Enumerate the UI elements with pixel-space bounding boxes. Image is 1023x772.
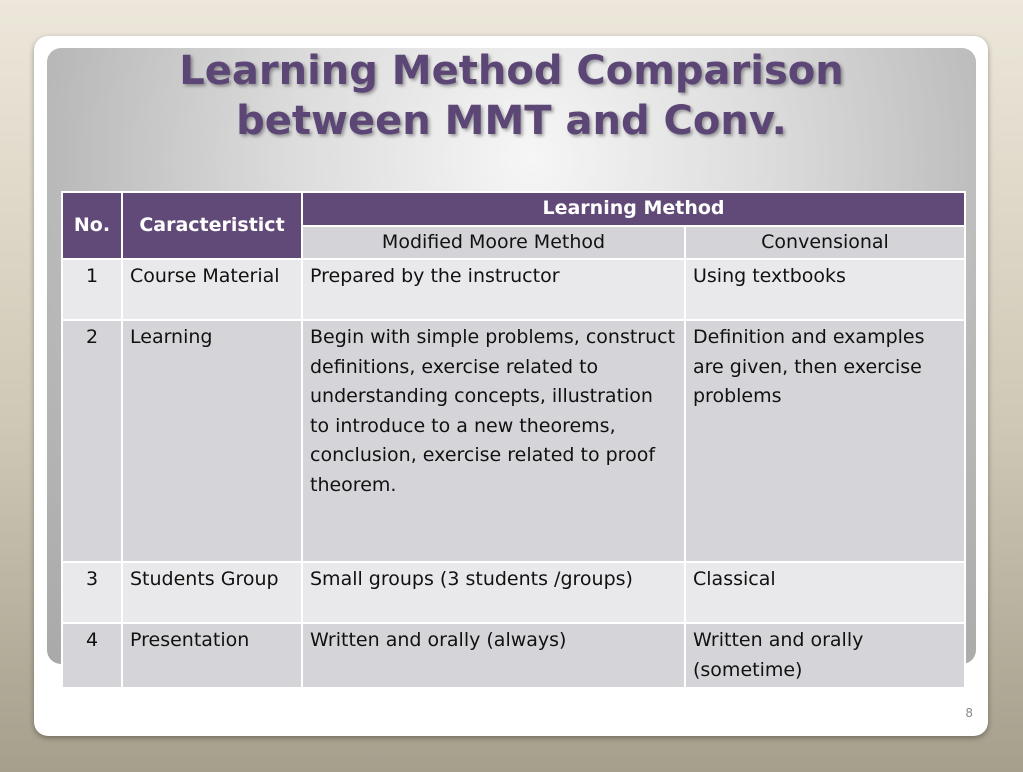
cell-mmt: Begin with simple problems, construct definitions, exercise related to understanding concepts, illustration to introduce to a new theorems, conclusion, exercise related to proof theorem.: [302, 320, 685, 562]
slide-title-line-1: Learning Method Comparison: [179, 48, 844, 94]
table-header-row: [62, 192, 965, 226]
table-row: [62, 623, 965, 688]
comparison-table: [61, 191, 966, 689]
slide-page-number: 8: [965, 706, 973, 720]
cell-characteristic: Course Material: [122, 259, 302, 320]
cell-mmt: Small groups (3 students /groups): [302, 562, 685, 623]
cell-characteristic: Learning: [122, 320, 302, 562]
header-modified-moore-method: Modified Moore Method: [302, 226, 685, 260]
table-row: [62, 259, 965, 320]
header-characteristic: Caracteristict: [122, 192, 302, 259]
slide-title-line-2: between MMT and Conv.: [236, 98, 787, 144]
cell-no: 3: [62, 562, 122, 623]
cell-conv: Using textbooks: [685, 259, 965, 320]
cell-characteristic: Students Group: [122, 562, 302, 623]
table-row: [62, 320, 965, 562]
cell-conv: Classical: [685, 562, 965, 623]
cell-mmt: Written and orally (always): [302, 623, 685, 688]
cell-conv: Written and orally (sometime): [685, 623, 965, 688]
cell-mmt: Prepared by the instructor: [302, 259, 685, 320]
table-row: [62, 562, 965, 623]
header-no: No.: [62, 192, 122, 259]
cell-no: 1: [62, 259, 122, 320]
cell-characteristic: Presentation: [122, 623, 302, 688]
slide-title: [47, 46, 976, 146]
header-convensional: Convensional: [685, 226, 965, 260]
cell-conv: Definition and examples are given, then exercise problems: [685, 320, 965, 562]
cell-no: 4: [62, 623, 122, 688]
header-learning-method: Learning Method: [302, 192, 965, 226]
cell-no: 2: [62, 320, 122, 562]
comparison-table-wrapper: [61, 191, 964, 689]
